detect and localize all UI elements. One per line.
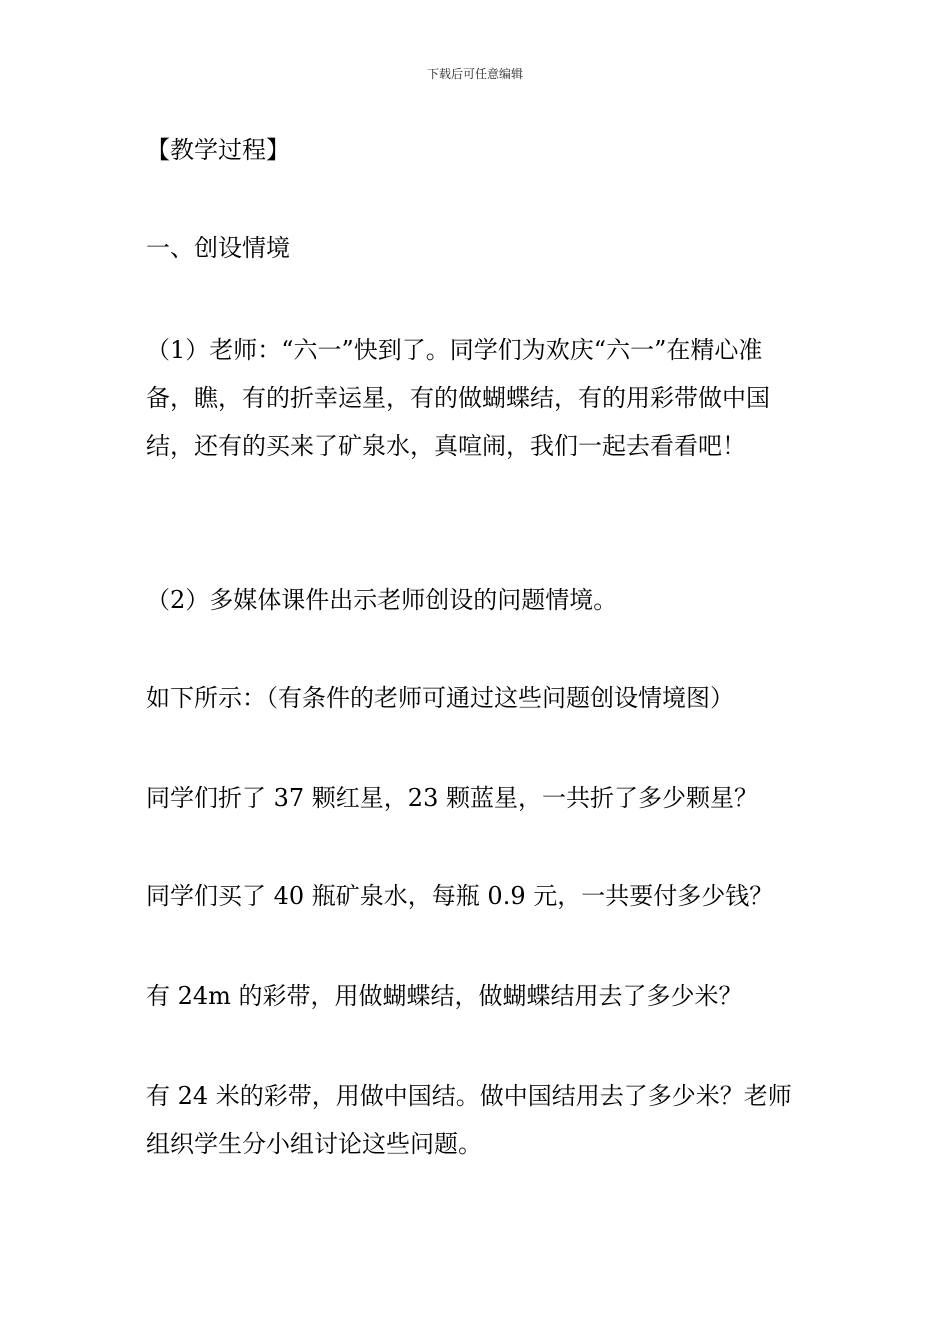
subsection-title: 一、创设情境	[146, 234, 290, 262]
paragraph-as-shown: 如下所示：（有条件的老师可通过这些问题创设情境图）	[146, 684, 734, 712]
page-header-note: 下载后可任意编辑	[426, 67, 523, 81]
question-bow-ribbon: 有 24m 的彩带，用做蝴蝶结，做蝴蝶结用去了多少米？	[146, 982, 743, 1010]
question-knot-ribbon: 有 24 米的彩带，用做中国结。做中国结用去了多少米？老师组织学生分小组讨论这些问题。	[146, 1082, 792, 1158]
paragraph-multimedia: （2）多媒体课件出示老师创设的问题情境。	[146, 586, 618, 614]
question-stars: 同学们折了 37 颗红星，23 颗蓝星，一共折了多少颗星？	[146, 784, 758, 812]
question-water: 同学们买了 40 瓶矿泉水，每瓶 0.9 元，一共要付多少钱？	[146, 882, 774, 910]
paragraph-teacher-intro: （1）老师：“六一”快到了。同学们为欢庆“六一”在精心准备，瞧，有的折幸运星，有的做蝴蝶结，有的用彩带做中国结，还有的买来了矿泉水，真喧闹，我们一起去看看吧！	[146, 336, 770, 460]
section-title: 【教学过程】	[146, 136, 290, 164]
